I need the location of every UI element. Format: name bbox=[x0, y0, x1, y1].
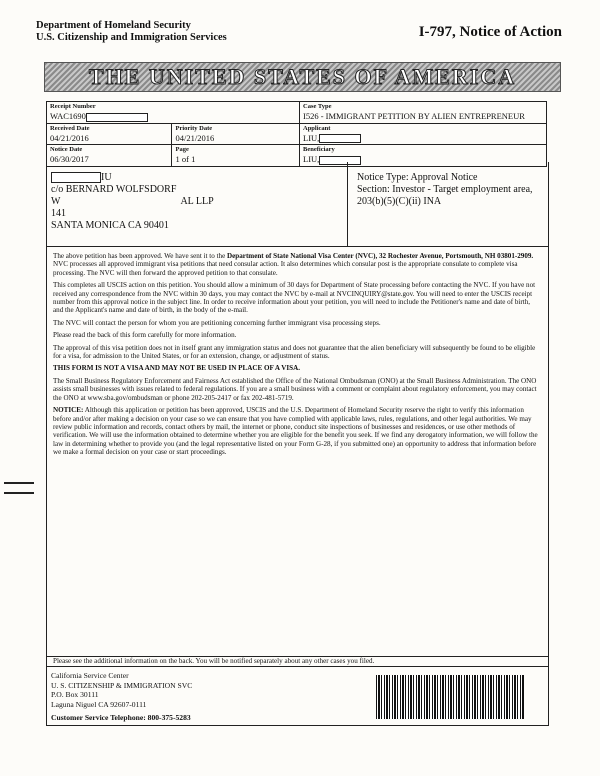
service-center-line-1: California Service Center bbox=[51, 671, 129, 680]
agency-header bbox=[36, 20, 227, 44]
service-center-line-4: Laguna Niguel CA 92607-0111 bbox=[51, 699, 147, 709]
address-line-5: SANTA MONICA CA 90401 bbox=[51, 220, 169, 231]
service-center-address bbox=[51, 671, 192, 709]
page-value: 1 of 1 bbox=[175, 154, 196, 165]
margin-mark bbox=[4, 492, 34, 494]
mailing-address bbox=[51, 172, 214, 232]
notice-date-label: Notice Date bbox=[50, 146, 83, 154]
priority-value: 04/21/2016 bbox=[175, 132, 215, 143]
paragraph-6: THIS FORM IS NOT A VISA AND MAY NOT BE USED IN PLACE OF A VISA. bbox=[53, 364, 301, 373]
applicant-cell bbox=[300, 123, 547, 145]
case-type-label: Case Type bbox=[303, 103, 332, 110]
page-label: Page bbox=[175, 146, 189, 154]
address-line-3a: W bbox=[51, 196, 61, 207]
received-value: 04/21/2016 bbox=[50, 132, 89, 143]
beneficiary-value: LIU, bbox=[303, 154, 320, 165]
notice-label: NOTICE: bbox=[53, 406, 84, 415]
redaction-box bbox=[319, 134, 361, 143]
paragraph-1 bbox=[53, 252, 542, 277]
margin-mark bbox=[4, 482, 34, 484]
nvc-address: Department of State National Visa Center (NVC), 32 Rochester Avenue, Portsmouth, NH 03801-2909. bbox=[227, 252, 534, 260]
notice-date-value: 06/30/2017 bbox=[50, 154, 89, 165]
barcode bbox=[376, 675, 524, 719]
paragraph-3: The NVC will contact the person for whom you are petitioning concerning further immigrant visa processing steps. bbox=[53, 318, 381, 327]
applicant-label: Applicant bbox=[303, 124, 331, 132]
paragraph-2: This completes all USCIS action on this petition. You should allow a minimum of 30 days for Department of State processing before contacting the NVC. If you have not received any correspondence from the NVC within 30 days, you may contact the NVC by e-mail at NVCINQUIRY@state.gov. You will need to enter the USCIS receipt number from this approval notice in the subject line. In order to receive information about your petition, you will need to include the Petitioner's name and date of birth, and the Applicant's name and date of birth, in the body of the e-mail. bbox=[53, 281, 536, 315]
address-line-1: IU bbox=[101, 172, 112, 183]
receipt-label: Receipt Number bbox=[50, 103, 96, 110]
received-cell bbox=[47, 123, 172, 145]
service-center-line-3: P.O. Box 30111 bbox=[51, 690, 99, 700]
address-line-3b: AL LLP bbox=[180, 196, 214, 207]
notice-section: Section: Investor - Target employment area, 203(b)(5)(C)(ii) INA bbox=[357, 184, 533, 207]
paragraph-1-end: NVC processes all approved immigrant visa petitions that need consular action. It also determines which consular post is the appropriate consulate to complete visa processing. The NVC will then forward the approved petition to that consulate. bbox=[53, 260, 518, 277]
agency-subname: U.S. Citizenship and Immigration Services bbox=[36, 32, 227, 43]
footer-box bbox=[46, 667, 549, 726]
form-title: I-797, Notice of Action bbox=[418, 24, 562, 40]
receipt-cell bbox=[47, 102, 300, 124]
customer-service-telephone: Customer Service Telephone: 800-375-5283 bbox=[51, 713, 191, 722]
paragraph-4: Please read the back of this form carefully for more information. bbox=[53, 331, 237, 340]
case-info-table bbox=[46, 101, 547, 167]
body-text bbox=[53, 252, 542, 461]
banner-text: THE UNITED STATES OF AMERICA bbox=[88, 64, 517, 89]
banner bbox=[44, 62, 561, 92]
address-box bbox=[46, 162, 549, 247]
paragraph-7: The Small Business Regulatory Enforcement and Fairness Act established the Office of the National Ombudsman (ONO) at the Small Business Administration. The ONO assists small businesses with issues related to federal regulations. If you are a small business with a comment or complaint about regulatory enforcement, you may contact the ONO at www.sba.gov/ombudsman or phone 202-205-2417 or fax 202-481-5719. bbox=[53, 376, 537, 402]
footer-note: Please see the additional information on the back. You will be notified separately about any other cases you filed. bbox=[46, 656, 549, 667]
notice-type: Notice Type: Approval Notice bbox=[357, 172, 478, 183]
beneficiary-label: Beneficiary bbox=[303, 146, 335, 154]
notice-info bbox=[357, 172, 542, 208]
paragraph-8 bbox=[53, 406, 542, 456]
body-box bbox=[46, 246, 549, 657]
service-center-line-2: U. S. CITIZENSHIP & IMMIGRATION SVC bbox=[51, 680, 193, 690]
applicant-value: LIU, bbox=[303, 132, 320, 143]
notice-text: Although this application or petition has been approved, USCIS and the U.S. Department of Homeland Security reserve the right to verify this information before and/or after making a decision on your case so we can ensure that you have complied with applicable laws, rules, regulations, and other legal authorities. We may review public information and records, contact others by mail, the internet or phone, conduct site inspections of businesses and residences, or use other methods of verification. We will use the information obtained to determine whether you are eligible for the benefit you seek. If we find any derogatory information, we will follow the law in determining whether to provide you (and the legal representative listed on your Form G-28, if you submitted one) an opportunity to address that information before we make a formal decision on your case or start proceedings. bbox=[53, 406, 538, 457]
priority-cell bbox=[172, 123, 300, 145]
address-line-4: 141 bbox=[51, 208, 66, 219]
address-divider bbox=[347, 162, 348, 246]
case-type-value: I526 - IMMIGRANT PETITION BY ALIEN ENTREPRENEUR bbox=[303, 111, 525, 121]
agency-name: Department of Homeland Security bbox=[36, 20, 191, 31]
priority-label: Priority Date bbox=[175, 124, 213, 132]
received-label: Received Date bbox=[50, 124, 90, 132]
case-type-cell bbox=[300, 102, 547, 124]
paragraph-1-start: The above petition has been approved. We have sent it to the bbox=[53, 252, 228, 260]
redaction-box bbox=[51, 172, 101, 183]
paragraph-5: The approval of this visa petition does not in itself grant any immigration status and does not guarantee that the alien beneficiary will subsequently be found to be eligible for a visa, for admission to the United States, or for an extension, change, or adjustment of status. bbox=[53, 343, 536, 361]
receipt-value: WAC1690 bbox=[50, 111, 86, 121]
address-line-2: c/o BERNARD WOLFSDORF bbox=[51, 184, 177, 195]
redaction-box bbox=[86, 113, 148, 122]
